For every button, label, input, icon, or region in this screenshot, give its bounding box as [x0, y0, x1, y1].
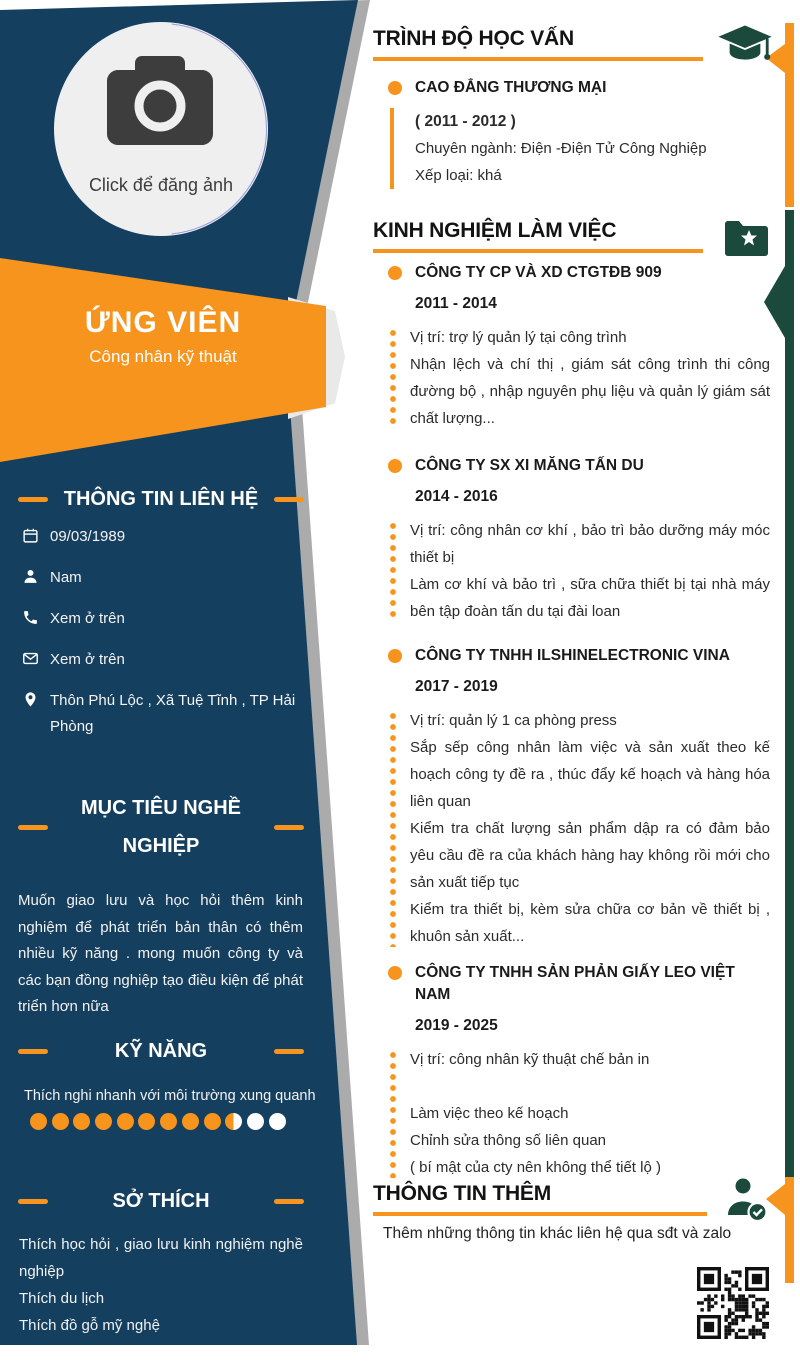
education-grade: Xếp loại: khá — [415, 167, 502, 184]
contact-row-email: Xem ở trên — [22, 647, 322, 688]
job-years: 2014 - 2016 — [415, 488, 498, 505]
section-underline — [373, 249, 703, 253]
rating-dot — [182, 1113, 199, 1130]
camera-icon — [104, 52, 216, 148]
education-section — [373, 26, 770, 189]
contact-row-address: Thôn Phú Lộc , Xã Tuệ Tĩnh , TP Hải Phòng — [22, 688, 322, 740]
section-title: KINH NGHIỆM LÀM VIỆC — [373, 219, 617, 242]
contact-row-phone: Xem ở trên — [22, 606, 322, 647]
job-detail: Chỉnh sửa thông số liên quan — [410, 1132, 607, 1149]
contact-section-heading: THÔNG TIN LIÊN HỆ — [0, 481, 322, 518]
objective-section-heading: MỤC TIÊU NGHỀ NGHIỆP — [0, 789, 322, 865]
hobbies-section-heading: SỞ THÍCH — [0, 1183, 322, 1220]
dash-icon — [274, 825, 304, 830]
additional-section — [373, 1181, 770, 1243]
job-detail: Nhận lệch và chí thị , giám sát công trình thi công đường bộ , nhập nguyên phụ liệu và quản lý giám sát chất lượng... — [410, 356, 770, 427]
dash-icon — [274, 497, 304, 502]
education-years: ( 2011 - 2012 ) — [415, 113, 516, 130]
company-name: CÔNG TY CP VÀ XD CTGTĐB 909 — [373, 262, 770, 284]
map-pin-icon — [22, 691, 39, 708]
job-detail: Làm việc theo kế hoạch — [410, 1105, 569, 1122]
person-check-icon — [724, 1175, 770, 1225]
qr-code — [697, 1267, 769, 1339]
phone-icon — [22, 609, 39, 626]
skills-section-heading: KỸ NĂNG — [0, 1033, 322, 1070]
candidate-title: Công nhân kỹ thuật — [89, 347, 237, 366]
rating-dot — [73, 1113, 90, 1130]
job-detail: ( bí mật của cty nên không thể tiết lộ ) — [410, 1159, 661, 1176]
dash-icon — [274, 1199, 304, 1204]
job-years: 2011 - 2014 — [415, 295, 497, 312]
objective-text: Muốn giao lưu và học hỏi thêm kinh nghiệm để phát triển bản thân có thêm nhiều kỹ năng . mong muốn công ty và các bạn đồng nghiệp tạo điều kiện để phát triển hơn nữa — [18, 892, 303, 1015]
ribbon-additional — [766, 1177, 794, 1283]
contact-row-gender: Nam — [22, 565, 322, 606]
job-position: Vị trí: công nhân kỹ thuật chế bản in — [410, 1051, 650, 1068]
hobbies-list — [19, 1231, 303, 1339]
dash-icon — [18, 497, 48, 502]
skill-text: Thích nghi nhanh với môi trường xung quanh — [24, 1088, 316, 1104]
graduation-cap-icon — [716, 22, 774, 74]
rating-dot — [52, 1113, 69, 1130]
envelope-icon — [22, 650, 39, 667]
section-underline — [373, 1212, 707, 1216]
calendar-icon — [22, 527, 39, 544]
rating-dot — [247, 1113, 264, 1130]
rating-dot — [138, 1113, 155, 1130]
rating-dot — [160, 1113, 177, 1130]
company-name: CÔNG TY TNHH SẢN PHẢN GIẤY LEO VIỆT NAM — [373, 962, 770, 1006]
job-position: Vị trí: quản lý 1 ca phòng press — [410, 712, 617, 729]
name-banner-text — [0, 306, 326, 367]
job-entry — [373, 645, 770, 950]
section-underline — [373, 57, 703, 61]
education-major: Chuyên ngành: Điện -Điện Tử Công Nghiệp — [415, 140, 707, 157]
job-years: 2017 - 2019 — [415, 678, 498, 695]
job-detail: Sắp sếp công nhân làm việc và sản xuất theo kế hoạch công ty đề ra , thúc đẩy kế hoạch và hàng hóa liên quan — [410, 739, 770, 810]
skill-rating-dots — [30, 1113, 286, 1130]
contact-list — [22, 524, 322, 740]
job-entry — [373, 455, 770, 625]
section-title: THÔNG TIN THÊM — [373, 1182, 552, 1205]
job-entry — [373, 262, 770, 432]
dash-icon — [18, 825, 48, 830]
list-item: Thích học hỏi , giao lưu kinh nghiệm nghề nghiệp — [19, 1236, 303, 1280]
experience-section — [373, 218, 770, 1178]
job-position: Vị trí: công nhân cơ khí , bảo trì bảo dưỡng máy móc thiết bị — [410, 522, 770, 566]
job-entry — [373, 962, 770, 1181]
list-item: Thích đồ gỗ mỹ nghệ — [19, 1317, 160, 1334]
rating-dot — [269, 1113, 286, 1130]
dash-icon — [18, 1049, 48, 1054]
job-detail: Làm cơ khí và bảo trì , sữa chữa thiết bị tại nhà máy bên tập đoàn tấn du tại đài loan — [410, 576, 770, 620]
list-item: Thích du lịch — [19, 1290, 105, 1307]
job-detail: Kiểm tra thiết bị, kèm sửa chữa cơ bản về thiết bị , khuôn sản xuất... — [410, 901, 770, 945]
job-position: Vị trí: trợ lý quản lý tại công trình — [410, 329, 627, 346]
company-name: CÔNG TY TNHH ILSHINELECTRONIC VINA — [373, 645, 770, 667]
rating-dot — [204, 1113, 221, 1130]
school-name: CAO ĐẲNG THƯƠNG MẠI — [373, 77, 770, 99]
dash-icon — [274, 1049, 304, 1054]
education-entry — [373, 77, 770, 189]
rating-dot — [30, 1113, 47, 1130]
company-name: CÔNG TY SX XI MĂNG TẤN DU — [373, 455, 770, 477]
rating-dot — [117, 1113, 134, 1130]
photo-upload-label: Click để đăng ảnh — [88, 175, 234, 195]
candidate-name: ỨNG VIÊN — [84, 306, 242, 339]
additional-text: Thêm những thông tin khác liên hệ qua sđt và zalo — [383, 1225, 732, 1242]
rating-dot — [95, 1113, 112, 1130]
section-title: TRÌNH ĐỘ HỌC VẤN — [373, 27, 574, 50]
contact-row-birthday: 09/03/1989 — [22, 524, 322, 565]
dash-icon — [18, 1199, 48, 1204]
person-icon — [22, 568, 39, 585]
job-years: 2019 - 2025 — [415, 1017, 498, 1034]
job-detail: Kiểm tra chất lượng sản phẩm dập ra có đảm bảo yêu cầu đề ra của khách hàng hay không rồi mới cho sản xuất tiếp tục — [410, 820, 770, 891]
folder-star-icon — [724, 218, 768, 258]
photo-upload-circle[interactable] — [54, 22, 268, 236]
rating-dot — [225, 1113, 242, 1130]
